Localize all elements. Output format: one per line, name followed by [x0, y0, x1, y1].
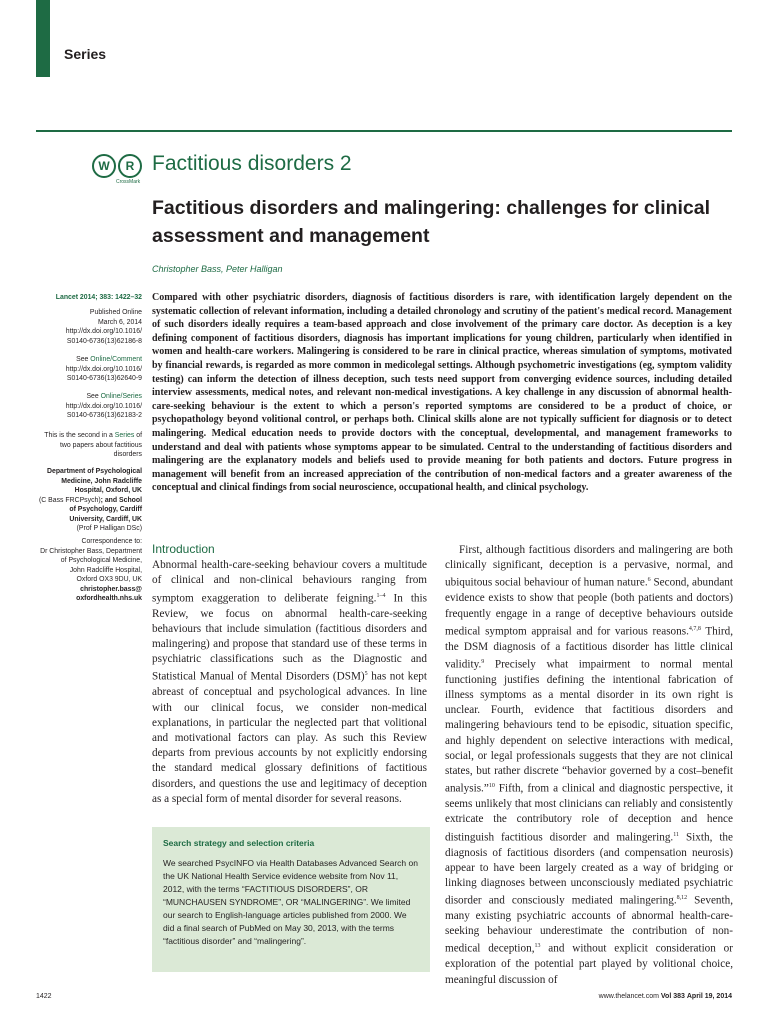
paragraph-text: Seventh, many existing psychiatric accounts of abnormal health-care-seeking behaviour underestimate the contribution of non-medical deception,: [445, 894, 733, 956]
header-divider: [36, 130, 732, 132]
series-color-bar: [36, 0, 50, 77]
affiliation-text: (Prof P Halligan DSc): [76, 525, 142, 532]
article-title: Factitious disorders and malingering: challenges for clinical assessment and management: [152, 197, 711, 247]
paragraph-text: and without explicit consideration or exploration of the potential part played by volitional choice, meaningful discussion of: [445, 943, 733, 986]
citation-block: [27, 293, 142, 303]
series-doi[interactable]: http://dx.doi.org/10.1016/: [65, 402, 142, 410]
reference-marker[interactable]: 5: [364, 671, 368, 678]
comment-doi[interactable]: http://dx.doi.org/10.1016/: [65, 365, 142, 373]
article-authors: Christopher Bass, Peter Halligan: [152, 264, 283, 274]
affiliation-text: (C Bass FRCPsych): [39, 496, 101, 504]
affiliation-text: Department of Psychological: [47, 468, 142, 475]
affiliation-text: ; and School: [100, 496, 142, 504]
journal-site-link[interactable]: www.thelancet.com: [598, 993, 659, 1000]
paragraph-text: Sixth, the diagnosis of factitious disorders (and compensation neurosis) appear to have been largely created as a way of bridging or linking diagnoses between unconsciously mediated psychiatric disorder and consciously mediated malingering.: [445, 831, 733, 907]
series-block: [27, 392, 142, 421]
correspondence-text: John Radcliffe Hospital,: [69, 566, 142, 574]
crossmark-icon[interactable]: R: [118, 154, 142, 178]
paragraph-text: Abnormal health-care-seeking behaviour covers a multitude of clinical and non-clinical behaviours ranging from symptom exaggeration to deliberate feigning.: [152, 559, 427, 605]
reference-marker[interactable]: 4,7,8: [688, 625, 701, 632]
series-doi-suffix[interactable]: S0140-6736(13)62183-2: [66, 412, 142, 419]
online-comment-link[interactable]: Online/Comment: [90, 356, 142, 363]
body-paragraph: [445, 543, 733, 988]
paragraph-text: In this Review, we focus on abnormal health-care-seeking behaviours that include simulation (factitious disorders and malingering) and propose that standard use of these terms in psychiatric classifications such as the Diagnostic and Statistical Manual of Mental Disorders (DSM): [152, 592, 427, 684]
series-note-text: two papers about factitious: [60, 441, 142, 449]
crossmark-label: CrossMark: [116, 179, 141, 185]
paragraph-text: First, although factitious disorders and malingering are both clinically significant, deception is a pervasive, normal, and ubiquitous social behaviour of human nature.: [445, 544, 733, 590]
abstract: Compared with other psychiatric disorders, diagnosis of factitious disorders is rare, with identification largely dependent on the systematic collection of relevant information, including a detailed chronology and scrutiny of the patient's medical record. Management of such disorders ideally requires a team-based approach and close involvement of the primary care doctor. As deception is a key defining component of factitious disorders, diagnosis has important implications for young children, particularly when identified in women and health-care workers. Malingering is considered to be rare in clinical practice, whereas simulation of symptoms, motivated by financial rewards, is regarded as more common in medicolegal settings. Although psychometric investigations (eg, symptom validity testing) can inform the detection of illness deception, such tests need support from converging evidence sources, including detailed interview assessments, medical notes, and relevant non-medical investigations. A key challenge in any discussion of abnormal health-care-seeking behaviour is the extent to which a person's reported symptoms are considered to be a product of choice, or psychopathology beyond volitional control, or perhaps both. Clinical skills alone are not typically sufficient for diagnosis or to detect malingering. Medical education needs to provide doctors with the conceptual, developmental, and management frameworks to understand and deal with patients whose symptoms appear to be simulated. Central to the understanding of factitious disorders and malingering are the explanatory models and beliefs used to provide meaning for both patients and doctors. Future progress in management will benefit from an increased appreciation of the contribution of non-medical factors and a greater awareness of the conceptual and clinical findings from social neuroscience, occupational health, and clinical psychology.: [152, 292, 732, 494]
journal-logos: [92, 154, 142, 188]
comment-doi-suffix[interactable]: S0140-6736(13)62640-9: [66, 375, 142, 382]
introduction-heading: Introduction: [152, 542, 215, 556]
affiliation-text: University, Cardiff, UK: [69, 515, 142, 523]
correspondence-text: of Psychological Medicine,: [60, 557, 142, 564]
journal-footer: [599, 993, 732, 1000]
introduction-column: [152, 542, 427, 807]
affiliations: [27, 467, 142, 534]
search-strategy-panel: [152, 827, 430, 972]
published-label: Published Online: [89, 309, 142, 316]
correspondence-label: Correspondence to:: [81, 538, 142, 545]
affiliation-text: of Psychology, Cardiff: [69, 506, 142, 513]
comment-block: [27, 355, 142, 384]
introduction-paragraph: [152, 558, 427, 807]
correspondence-text: Oxford OX3 9DU, UK: [76, 576, 142, 583]
journal-volume: Vol 383: [660, 993, 685, 1000]
series-note: [27, 431, 142, 460]
see-label: See: [86, 393, 101, 400]
doi-link-suffix[interactable]: S0140-6736(13)62186-8: [66, 337, 142, 345]
series-note-text: This is the second in a: [44, 432, 115, 439]
doi-link[interactable]: http://dx.doi.org/10.1016/: [65, 328, 142, 335]
series-label: Series: [64, 46, 107, 62]
article-series-title: Factitious disorders 2: [152, 152, 352, 175]
see-label: See: [76, 356, 91, 363]
affiliation-text: Hospital, Oxford, UK: [74, 487, 142, 494]
correspondence-text: Dr Christopher Bass, Department: [40, 547, 142, 555]
series-link[interactable]: Series: [114, 432, 135, 439]
series-note-text: of: [134, 432, 142, 439]
paragraph-text: has not kept abreast of conceptual and psychological advances. In line with our clinical focus, we consider non-medical explanations, in particular the neglected part that volitional and motivational factors can play. As such this Review departs from previous accounts by not explicitly endorsing the standard medical glossary definitions of factitious disorders, and questions the use and legitimacy of deception as a special form of mental disorder for several reasons.: [152, 671, 427, 805]
reference-marker[interactable]: 13: [534, 943, 541, 950]
page-number: 1422: [36, 993, 52, 1000]
published-block: [27, 308, 142, 346]
correspondence-email-domain[interactable]: oxfordhealth.nhs.uk: [76, 595, 142, 602]
paragraph-text: Fifth, from a clinical and diagnostic perspective, it seems unlikely that most clinicians can reliably and consistently extricate the contributory role of deception and hence distinguish factitious disorder and malingering.: [445, 782, 733, 844]
reference-marker[interactable]: 9: [481, 658, 485, 665]
paragraph-text: Precisely what impairment to normal mental functioning justifies defining the intentional fabrication of illness symptoms as a mental disorder in its own right is unclear. Fourth, evidence that factitious disorders and malingering behaviours tend to be episodic, situation specific, and highly dependent on selective interactions with medical, social, or legal professionals suggests that they are not clinical states, but rather discrete “behavior governed by a cost–benefit analysis.”: [445, 658, 733, 795]
citation: Lancet 2014; 383: 1422–32: [55, 294, 142, 301]
published-date: March 6, 2014: [97, 318, 142, 326]
reference-marker[interactable]: 8,12: [676, 895, 688, 902]
reference-marker[interactable]: 1–4: [376, 592, 386, 599]
paragraph-text: Second, abundant evidence exists to show that people (both patients and doctors) frequently engage in a range of deceptive behaviours outside medical symptom appraisal and for various reasons.: [445, 577, 733, 638]
online-series-link[interactable]: Online/Series: [100, 393, 142, 400]
panel-body: We searched PsycINFO via Health Databases Advanced Search on the UK National Health Service evidence website from Nov 11, 2012, with the terms “FACTITIOUS DISORDERS”, OR “MUNCHAUSEN SYNDROME”, OR “MALINGERING”. We limited our search to English-language articles published from 2000. We did a final search of PubMed on May 30, 2013, with the terms “factitious disorder” and “malingering”.: [163, 858, 418, 946]
reference-marker[interactable]: 10: [488, 783, 495, 790]
paragraph-text: Third, the DSM diagnosis of a factitious disorder has little clinical validity.: [445, 625, 734, 671]
body-column-right: [445, 543, 733, 988]
reference-marker[interactable]: 6: [647, 577, 651, 584]
affiliation-text: Medicine, John Radcliffe: [61, 477, 142, 485]
correspondence-email[interactable]: christopher.bass@: [80, 585, 142, 593]
series-note-text: disorders: [113, 451, 142, 458]
panel-title: Search strategy and selection criteria: [163, 838, 315, 848]
reference-marker[interactable]: 11: [673, 831, 679, 838]
open-access-icon: W: [92, 154, 116, 178]
correspondence: [27, 537, 142, 604]
journal-date: April 19, 2014: [686, 993, 732, 1000]
